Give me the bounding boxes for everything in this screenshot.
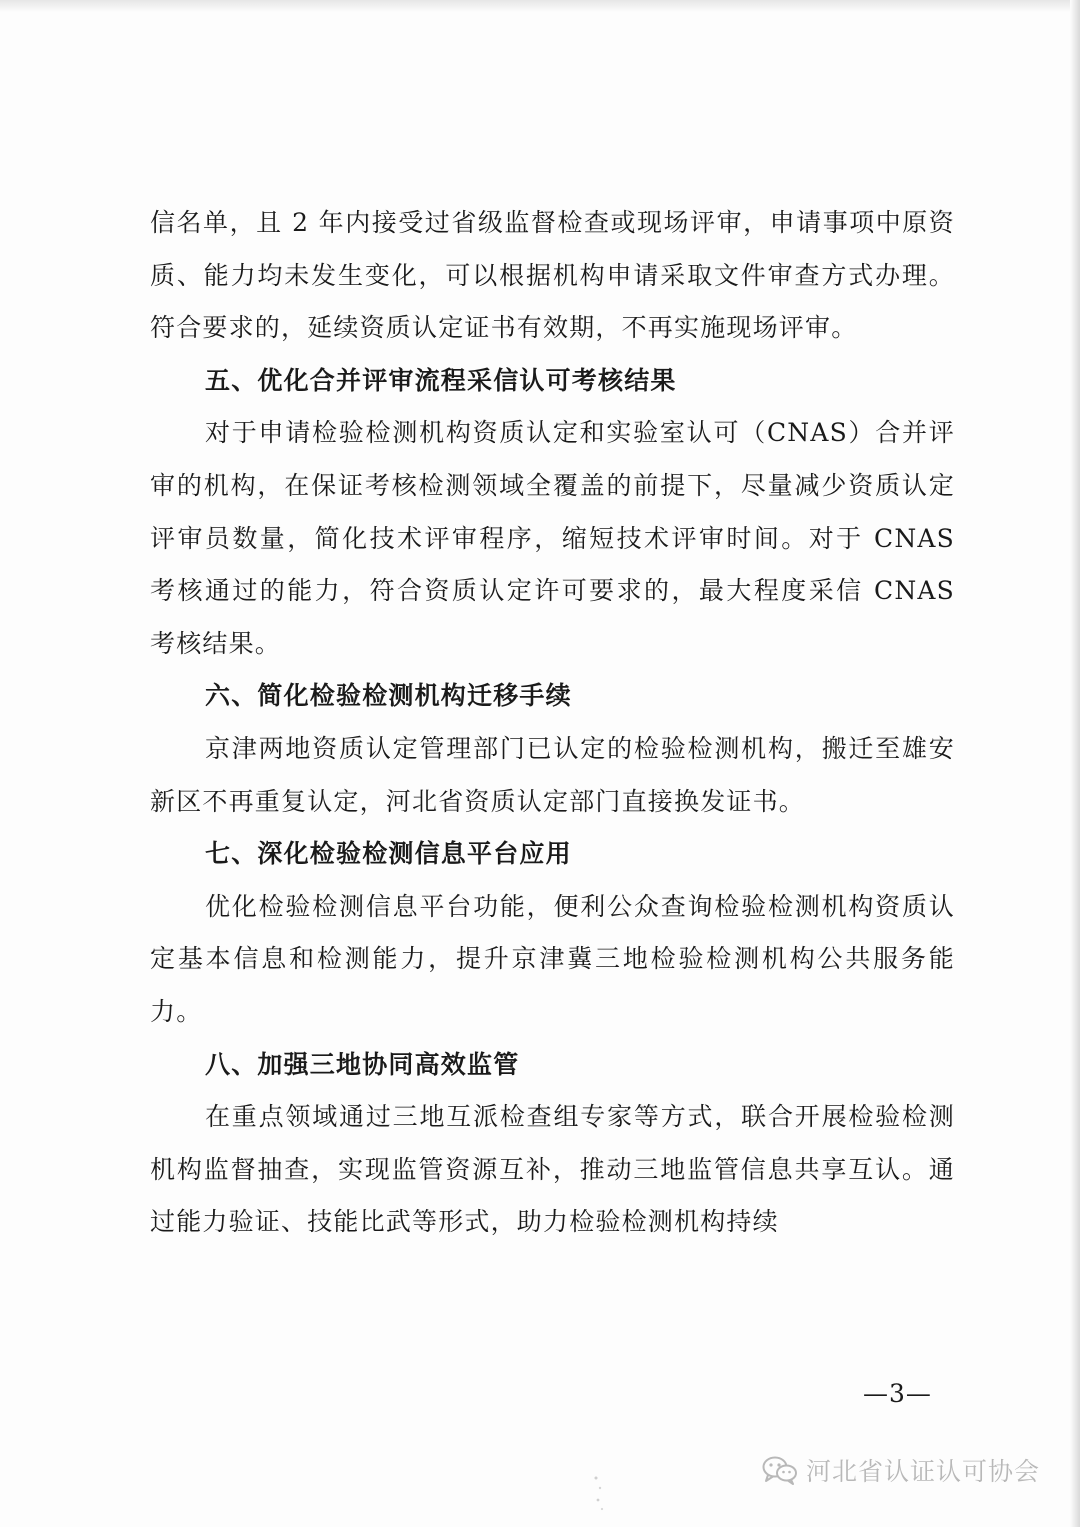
section-heading-6: 六、简化检验检测机构迁移手续 xyxy=(205,681,572,711)
wechat-watermark xyxy=(762,1452,1040,1488)
paragraph-section-8: 在重点领域通过三地互派检查组专家等方式，联合开展检验检测机构监督抽查，实现监管资源互补，推动三地监管信息共享互认。通过能力验证、技能比武等形式，助力检验检测机构持续 xyxy=(150,1102,955,1237)
section-heading-8: 八、加强三地协同高效监管 xyxy=(205,1049,520,1079)
section-heading-5: 五、优化合并评审流程采信认可考核结果 xyxy=(205,365,677,395)
paragraph-continuation: 信名单，且 2 年内接受过省级监督检查或现场评审，申请事项中原资质、能力均未发生变化，可以根据机构申请采取文件审查方式办理。符合要求的，延续资质认定证书有效期，不再实施现场评审。 xyxy=(150,208,955,343)
paragraph-section-5: 对于申请检验检测机构资质认定和实验室认可（CNAS）合并评审的机构，在保证考核检测领域全覆盖的前提下，尽量减少资质认定评审员数量，简化技术评审程序，缩短技术评审时间。对于 CNAS 考核通过的能力，符合资质认定许可要求的，最大程度采信 CNAS 考核结果。 xyxy=(150,418,955,658)
watermark-text: 河北省认证认可协会 xyxy=(806,1457,1041,1486)
section-heading-7: 七、深化检验检测信息平台应用 xyxy=(205,839,572,869)
scan-speck-mark xyxy=(592,1474,606,1514)
page-number: —3— xyxy=(863,1379,932,1408)
scan-top-edge xyxy=(0,0,1080,12)
wechat-icon xyxy=(762,1455,798,1485)
document-body xyxy=(150,197,955,1249)
paragraph-section-6: 京津两地资质认定管理部门已认定的检验检测机构，搬迁至雄安新区不再重复认定，河北省资质认定部门直接换发证书。 xyxy=(150,733,955,816)
paragraph-section-7: 优化检验检测信息平台功能，便利公众查询检验检测机构资质认定基本信息和检测能力，提升京津冀三地检验检测机构公共服务能力。 xyxy=(150,891,955,1026)
scan-right-edge xyxy=(1070,0,1080,1527)
